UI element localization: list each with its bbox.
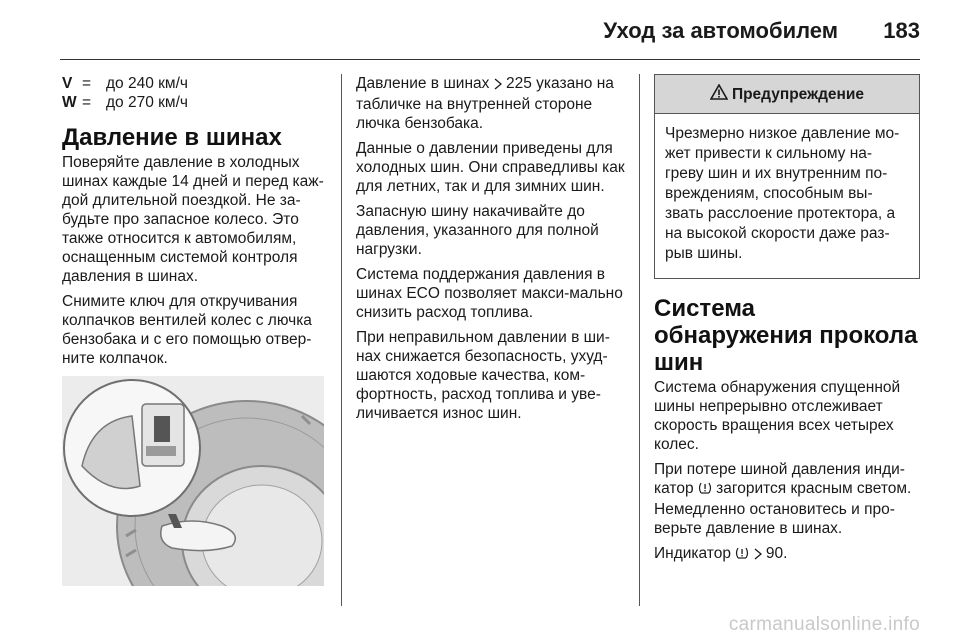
paragraph-text: 225 указано на табличке на внутренней стороне лючка бензобака. — [356, 75, 614, 132]
page-number: 183 — [883, 18, 920, 43]
paragraph: Система поддержания давления в шинах ECO позволяет макси-мально снизить расход топлива. — [356, 266, 623, 321]
column-1 — [62, 74, 326, 586]
column-divider-right — [639, 74, 640, 606]
paragraph-text: Индикатор — [654, 545, 736, 562]
speed-spec-key: W — [62, 94, 77, 111]
paragraph — [654, 544, 920, 565]
paragraph-text: 90. — [765, 545, 788, 562]
paragraph: Система обнаружения спущенной шины непрерывно отслеживает скорость вращения всех четырех колес. — [654, 379, 901, 453]
tire-pressure-indicator-icon — [735, 546, 749, 565]
paragraph-text: При потере шиной давления инди-катор — [654, 461, 905, 497]
reference-arrow-icon — [754, 546, 762, 565]
column-2 — [356, 74, 628, 429]
paragraph: При неправильном давлении в ши-нах снижается безопасность, ухуд-шаются ходовые качества, ком-фортность, расход топлива и уве-личивается износ шин. — [356, 329, 610, 422]
speed-spec-equals: = — [82, 75, 92, 92]
warning-triangle-icon — [710, 84, 732, 105]
tire-valve-drawing — [62, 376, 324, 586]
tire-pressure-indicator-icon — [698, 481, 712, 500]
header-rule — [60, 59, 920, 60]
speed-spec-row — [62, 93, 326, 112]
tire-valve-illustration — [62, 376, 324, 586]
watermark: carmanualsonline.info — [728, 614, 920, 635]
warning-box — [654, 74, 920, 279]
speed-spec-list — [62, 74, 326, 112]
column-divider-left — [341, 74, 342, 606]
reference-arrow-icon — [494, 76, 502, 95]
page-header-title: Уход за автомобилем — [603, 18, 838, 43]
paragraph-text: Давление в шинах — [356, 75, 494, 92]
paragraph — [654, 460, 920, 538]
speed-spec-row — [62, 74, 326, 93]
paragraph — [356, 74, 628, 133]
section-heading-flat-tire-detection: Система обнаружения прокола шин — [654, 295, 918, 376]
paragraph: Поверяйте давление в холодных шинах каждые 14 дней и перед каж-дой длительной поездкой. Не за-будьте про запасное колесо. Это также относится к автомобилям, оснащенным системой контроля давления в шинах. — [62, 154, 324, 285]
section-heading-tire-pressure: Давление в шинах — [62, 124, 282, 151]
paragraph: Снимите ключ для откручивания колпачков вентилей колес с лючка бензобака и с его помощью отвер-ните колпачок. — [62, 293, 312, 367]
warning-title: Предупреждение — [731, 85, 865, 103]
warning-body: Чрезмерно низкое давление мо-жет привести к сильному на-греву шин и их внутренним по-вреждениям, способным вы-звать расслоение протектора, а на высокой скорости даже раз-рыв шины. — [665, 125, 900, 262]
speed-spec-equals: = — [82, 94, 92, 111]
speed-spec-value: до 270 км/ч — [106, 94, 188, 111]
page-header — [0, 0, 960, 60]
column-3 — [654, 74, 920, 571]
speed-spec-key: V — [62, 75, 73, 92]
paragraph: Запасную шину накачивайте до давления, указанного для полной нагрузки. — [356, 203, 599, 258]
warning-header — [655, 75, 919, 114]
speed-spec-value: до 240 км/ч — [106, 75, 188, 92]
paragraph: Данные о давлении приведены для холодных шин. Они справедливы как для летних, так и для зимних шин. — [356, 140, 625, 195]
paragraph-text: загорится красным светом. Немедленно остановитесь и про-верьте давление в шинах. — [654, 480, 912, 537]
